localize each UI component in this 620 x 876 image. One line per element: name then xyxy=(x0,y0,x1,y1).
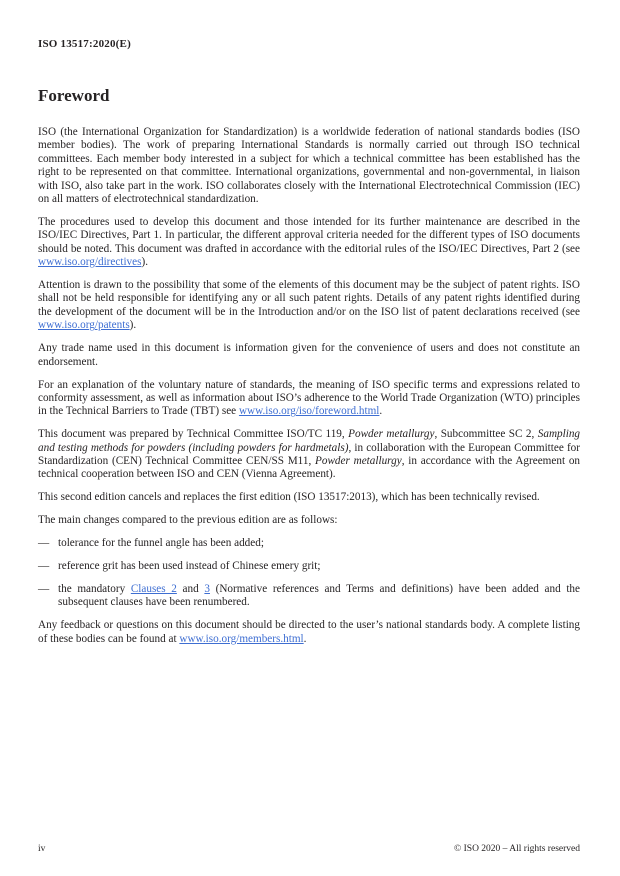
list-item-reference-grit: — reference grit has been used instead of Chinese emery grit; xyxy=(38,560,321,573)
paragraph-patent-rights: Attention is drawn to the possibility that some of the elements of this document may be the subject of patent rights. ISO shall not be held responsible for identifying any or all such patent rights. Details of any patent rights identified during the development of the document will be in the Introduction and/or on the ISO list of patent declarations received (see www.iso.org/patents). xyxy=(38,279,580,332)
page-title: Foreword xyxy=(38,86,110,105)
foreword-body xyxy=(38,126,580,646)
page-footer xyxy=(38,844,580,854)
paragraph-trade-name: Any trade name used in this document is information given for the convenience of users and does not constitute an endorsement. xyxy=(38,342,580,368)
link-clause-3[interactable]: 3 xyxy=(204,582,210,595)
list-item-mandatory-clauses: — the mandatory Clauses 2 and 3 (Normative references and Terms and definitions) have been added and the subsequent clauses have been renumbered. xyxy=(38,582,580,609)
em-dash-bullet: — xyxy=(38,560,50,573)
paragraph-second-edition: This second edition cancels and replaces the first edition (ISO 13517:2013), which has been technically revised. xyxy=(38,491,540,504)
link-clauses-2[interactable]: Clauses 2 xyxy=(130,582,177,595)
em-dash-bullet: — xyxy=(38,582,50,595)
paragraph-committee: This document was prepared by Technical Committee ISO/TC 119, Powder metallurgy, Subcommittee SC 2, Sampling and testing methods for powders (including powders for hardmetals), in collaboration with the European Committee for Standardization (CEN) Technical Committee CEN/SS M11, Powder metallurgy, in accordance with the Agreement on technical cooperation between ISO and CEN (Vienna Agreement). xyxy=(38,428,581,481)
link-iso-members[interactable]: www.iso.org/members.html xyxy=(179,632,304,645)
link-iso-patents[interactable]: www.iso.org/patents xyxy=(38,319,130,332)
paragraph-main-changes: The main changes compared to the previous edition are as follows: xyxy=(38,514,338,527)
list-item-funnel-angle: — tolerance for the funnel angle has been added; xyxy=(38,537,264,550)
link-iso-directives[interactable]: www.iso.org/directives xyxy=(38,256,142,269)
italic-powder-metallurgy: Powder metallurgy xyxy=(348,428,435,441)
copyright-notice: © ISO 2020 – All rights reserved xyxy=(454,844,580,854)
italic-powder-metallurgy-2: Powder metallurgy xyxy=(315,455,402,468)
paragraph-feedback: Any feedback or questions on this document should be directed to the user’s national standards body. A complete listing of these bodies can be found at www.iso.org/members.html. xyxy=(38,619,580,645)
page-number: iv xyxy=(38,844,46,854)
document-reference: ISO 13517:2020(E) xyxy=(38,38,131,50)
link-iso-foreword[interactable]: www.iso.org/iso/foreword.html xyxy=(238,405,380,418)
changes-list xyxy=(38,537,580,610)
paragraph-voluntary-nature: For an explanation of the voluntary nature of standards, the meaning of ISO specific terms and expressions related to conformity assessment, as well as information about ISO’s adherence to the World Trade Organization (WTO) principles in the Technical Barriers to Trade (TBT) see www.iso.org/iso/foreword.html. xyxy=(38,378,580,418)
paragraph-procedures: The procedures used to develop this document and those intended for its further maintenance are described in the ISO/IEC Directives, Part 1. In particular, the different approval criteria needed for the different types of ISO documents should be noted. This document was drafted in accordance with the editorial rules of the ISO/IEC Directives, Part 2 (see www.iso.org/directives). xyxy=(38,215,580,269)
italic-sampling-methods: Sampling and testing methods for powders (including powders for hardmetals) xyxy=(38,428,581,454)
paragraph-iso-federation: ISO (the International Organization for Standardization) is a worldwide federation of national standards bodies (ISO member bodies). The work of preparing International Standards is normally carried out through ISO technical committees. Each member body interested in a subject for which a technical committee has been established has the right to be represented on that committee. International organizations, governmental and non-governmental, in liaison with ISO, also take part in the work. ISO collaborates closely with the International Electrotechnical Commission (IEC) on all matters of electrotechnical standardization. xyxy=(38,126,580,206)
em-dash-bullet: — xyxy=(38,537,50,550)
